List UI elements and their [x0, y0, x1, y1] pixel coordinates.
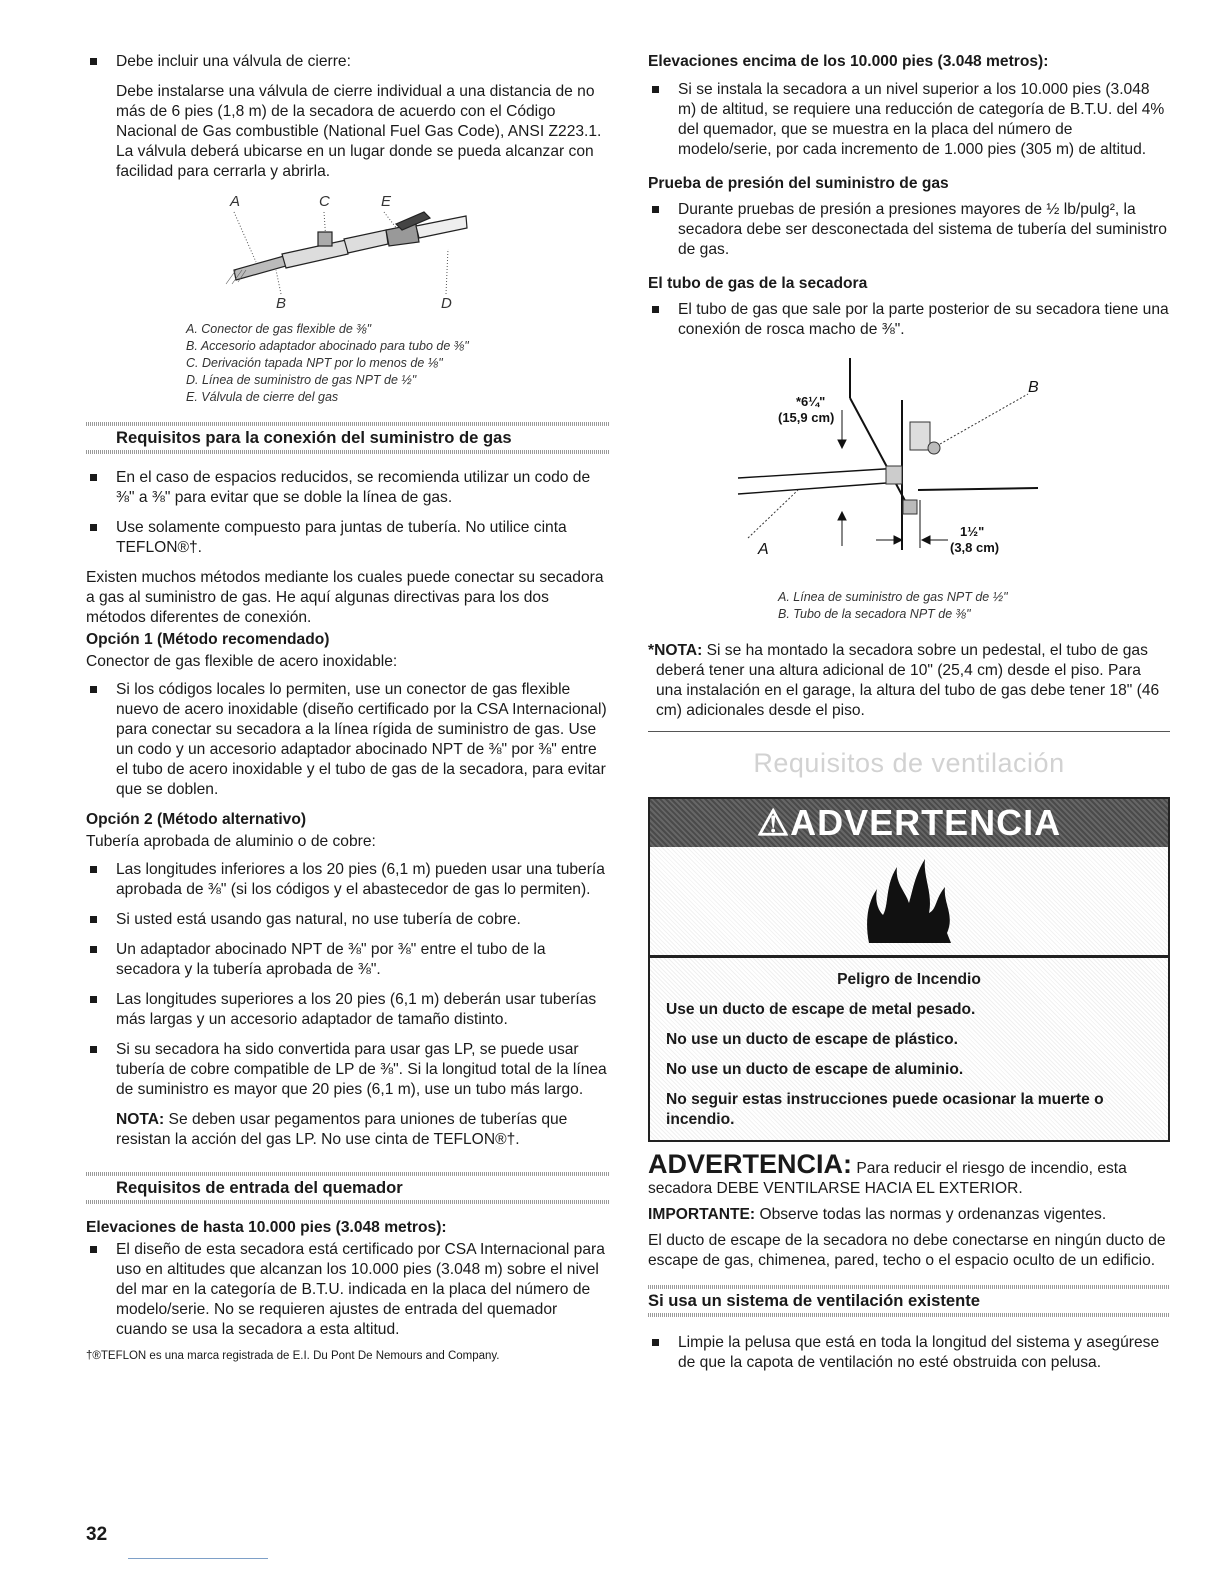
- list-item: Si su secadora ha sido convertida para usar gas LP, se puede usar tubería de cobre compatible de LP de ⅜". Si la longitud total de la línea de suministro es mayor que 20 pies (6,1 m), use un tubo más largo.: [86, 1040, 610, 1100]
- fig2-offset-metric: (3,8 cm): [950, 540, 1000, 555]
- divider: [648, 731, 1170, 732]
- valve-text: Debe instalarse una válvula de cierre individual a una distancia de no más de 6 pies (1,8 m) de la secadora de acuerdo con el Código Nacional de Gas combustible (National Fuel Gas Code), ANSI Z223.1. La válvula deberá ubicarse en un lugar donde se pueda alcanzar con facilidad para cerrarla y abrirla.: [116, 83, 602, 180]
- existing-vent-bullet: Limpie la pelusa que está en toda la longitud del sistema y asegúrese de que la capota de ventilación no esté obstruida con pelusa.: [648, 1333, 1170, 1373]
- fig1-label-d: D: [441, 295, 452, 312]
- fig2-height-metric: (15,9 cm): [778, 410, 835, 425]
- methods-intro: Existen muchos métodos mediante los cuales puede conectar su secadora a gas al suministro de gas. He aquí algunas directivas para los dos métodos diferentes de conexión.: [86, 569, 604, 626]
- elevation-high-title: Elevaciones encima de los 10.000 pies (3.048 metros):: [648, 53, 1049, 70]
- elevation-high-bullet: Si se instala la secadora a un nivel superior a los 10.000 pies (3.048 m) de altitud, se requiere una reducción de categoría de B.T.U. del 4% del quemador, que se muestra en la placa del número de modelo/serie, por cada incremento de 1.000 pies (305 m) de altitud.: [648, 80, 1170, 160]
- pressure-title: Prueba de presión del suministro de gas: [648, 175, 949, 192]
- fire-warning-box: [648, 797, 1170, 1142]
- list-item: Un adaptador abocinado NPT de ⅜" por ⅜" entre el tubo de la secadora y la tubería aprobada de ⅜".: [86, 940, 610, 980]
- list-item: Las longitudes superiores a los 20 pies (6,1 m) deberán usar tuberías más largas y un accesorio adaptador de tamaño distinto.: [86, 990, 610, 1030]
- gas-tube-diagram: [648, 350, 1170, 574]
- fig1-label-e: E: [381, 193, 392, 210]
- warning-line: Use un ducto de escape de metal pesado.: [666, 1001, 976, 1018]
- list-item: En el caso de espacios reducidos, se recomienda utilizar un codo de ⅜" a ⅜" para evitar que se doble la línea de gas.: [86, 468, 610, 508]
- warning-title: Peligro de Incendio: [837, 971, 981, 988]
- left-column: [86, 52, 610, 1362]
- fig2-height-label: *6¼": [796, 394, 826, 409]
- right-column: [648, 52, 1170, 1383]
- fig2-offset-label: 1½": [960, 524, 985, 539]
- fig2-caption: A. Línea de suministro de gas NPT de ½": [778, 590, 1008, 604]
- fig1-label-c: C: [319, 193, 330, 210]
- fig1-caption: B. Accesorio adaptador abocinado para tubo de ⅜": [186, 339, 469, 353]
- fig2-captions: [648, 589, 1170, 623]
- fire-icon: [650, 847, 1168, 958]
- gas-connection-heading: Requisitos para la conexión del suministro de gas: [86, 422, 610, 454]
- advertencia-paragraph: ADVERTENCIA: Para reducir el riesgo de incendio, esta secadora DEBE VENTILARSE HACIA EL EXTERIOR.: [648, 1149, 1127, 1197]
- duct-paragraph: El ducto de escape de la secadora no debe conectarse en ningún ducto de escape de gas, chimenea, pared, techo o el espacio oculto de un edificio.: [648, 1232, 1166, 1269]
- option2-title: Opción 2 (Método alternativo): [86, 811, 307, 828]
- fig1-caption: E. Válvula de cierre del gas: [186, 390, 339, 404]
- gas-tube-title: El tubo de gas de la secadora: [648, 275, 868, 292]
- list-item: Use solamente compuesto para juntas de tubería. No utilice cinta TEFLON®†.: [86, 518, 610, 558]
- fig1-caption: C. Derivación tapada NPT por lo menos de ⅛": [186, 356, 443, 370]
- option1-intro: Conector de gas flexible de acero inoxidable:: [86, 653, 398, 670]
- warning-header: ⚠ADVERTENCIA: [650, 799, 1168, 847]
- pedestal-note: *NOTA: Si se ha montado la secadora sobre un pedestal, el tubo de gas deberá tener una altura adicional de 10" (25,4 cm) desde el piso. Para una instalación en el garage, la altura del tubo de gas debe tener 18" (46 cm) adicionales desde el piso.: [648, 642, 1160, 719]
- option1-bullet: Si los códigos locales lo permiten, use un conector de gas flexible nuevo de acero inoxidable (diseño certificado por la CSA Internacional) para conectar su secadora a la línea rígida de suministro de gas. Use un codo y un accesorio adaptador abocinado NPT de ⅜" por ⅜" entre el tubo de acero inoxidable y el tubo de gas de la secadora, para evitar que se doblen.: [86, 680, 610, 800]
- elevation-low-title: Elevaciones de hasta 10.000 pies (3.048 metros):: [86, 1219, 447, 1236]
- option2-intro: Tubería aprobada de aluminio o de cobre:: [86, 833, 376, 850]
- page-number: 32: [86, 1524, 108, 1545]
- fig1-label-b: B: [276, 295, 287, 312]
- valve-bullet: Debe incluir una válvula de cierre:: [86, 52, 610, 72]
- existing-vent-heading: Si usa un sistema de ventilación existente: [648, 1285, 1170, 1317]
- fig1-captions: [86, 321, 610, 406]
- gas-tube-bullet: El tubo de gas que sale por la parte posterior de su secadora tiene una conexión de rosca macho de ⅜".: [648, 300, 1170, 340]
- valve-diagram: [86, 184, 610, 316]
- fig2-caption: B. Tubo de la secadora NPT de ⅜": [778, 607, 971, 621]
- warning-line: No use un ducto de escape de plástico.: [666, 1031, 959, 1048]
- fig1-label-a: A: [230, 193, 241, 210]
- warning-line: No seguir estas instrucciones puede ocasionar la muerte o incendio.: [666, 1091, 1104, 1128]
- fig1-caption: A. Conector de gas flexible de ⅜": [186, 322, 372, 336]
- fig2-label-b: B: [1028, 379, 1039, 396]
- importante-paragraph: IMPORTANTE: Observe todas las normas y ordenanzas vigentes.: [648, 1206, 1107, 1223]
- pressure-bullet: Durante pruebas de presión a presiones mayores de ½ lb/pulg², la secadora debe ser desconectada del sistema de tubería del suministro de gas.: [648, 200, 1170, 260]
- burner-input-heading: Requisitos de entrada del quemador: [86, 1172, 610, 1204]
- fig1-caption: D. Línea de suministro de gas NPT de ½": [186, 373, 417, 387]
- fig2-label-a: A: [758, 541, 769, 558]
- list-item: Las longitudes inferiores a los 20 pies (6,1 m) pueden usar una tubería aprobada de ⅜" (si los códigos y el abastecedor de gas lo permiten).: [86, 860, 610, 900]
- teflon-footnote: †®TEFLON es una marca registrada de E.I. Du Pont De Nemours and Company.: [86, 1350, 500, 1362]
- elevation-low-bullet: El diseño de esta secadora está certificado por CSA Internacional para uso en altitudes que alcanzan los 10.000 pies (3.048 m) sobre el nivel del mar en la categoría de B.T.U. indicada en la placa del número de modelo/serie. No se requieren ajustes de entrada del quemador cuando se usa la secadora a esta altitud.: [86, 1240, 610, 1340]
- option1-title: Opción 1 (Método recomendado): [86, 631, 330, 648]
- list-item: Si usted está usando gas natural, no use tubería de cobre.: [86, 910, 610, 930]
- lp-note: NOTA: Se deben usar pegamentos para uniones de tuberías que resistan la acción del gas LP. No use cinta de TEFLON®†.: [116, 1111, 568, 1148]
- warning-triangle-icon: ⚠: [756, 802, 791, 843]
- warning-line: No use un ducto de escape de aluminio.: [666, 1061, 964, 1078]
- warning-body: [650, 958, 1168, 1140]
- vent-requirements-heading: Requisitos de ventilación: [753, 748, 1065, 778]
- footer-line: [128, 1558, 268, 1559]
